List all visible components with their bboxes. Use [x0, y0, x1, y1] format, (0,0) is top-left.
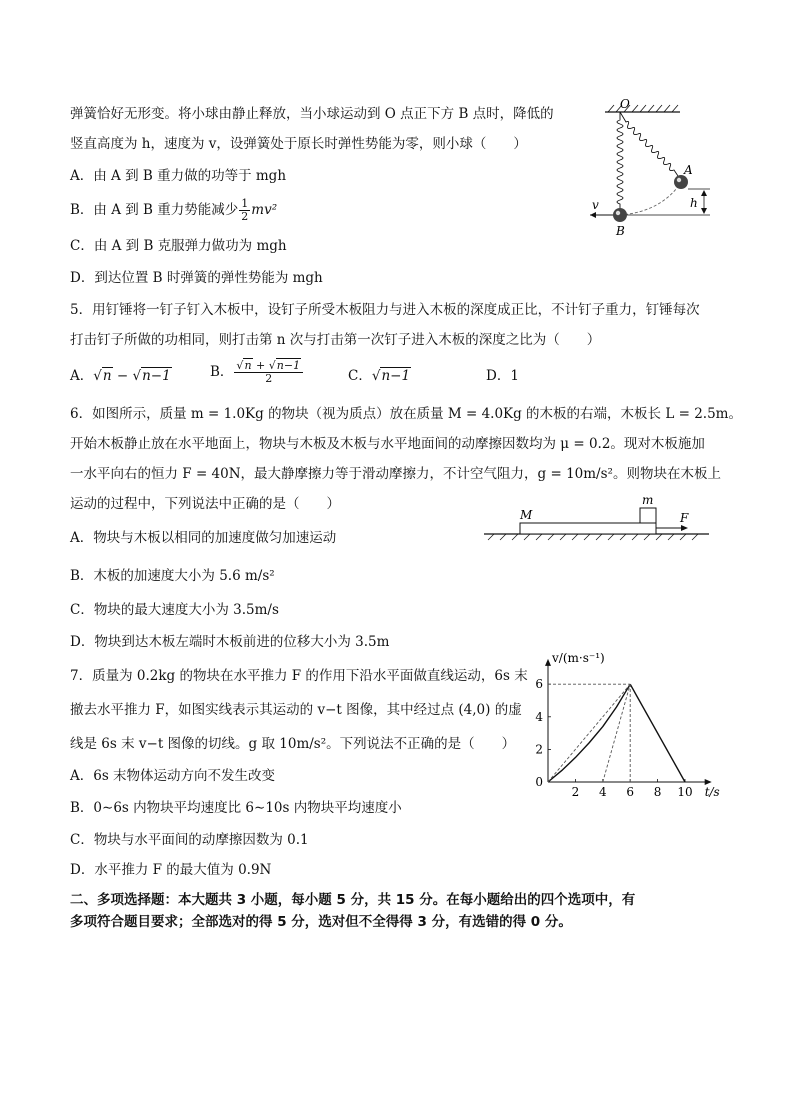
q5-option-a-sqrt1: n — [102, 368, 112, 384]
q7-vt-chart — [530, 650, 730, 810]
q5-text-line1: 5．用钉锤将一钉子钉入木板中，设钉子所受木板阻力与进入木板的深度成正比，不计钉子重力，钉锤每次 — [70, 302, 700, 318]
q6-text-line1: 6．如图所示，质量 m = 1.0Kg 的物块（视为质点）放在质量 M = 4.0Kg 的木板的右端，木板长 L = 2.5m。 — [70, 406, 742, 422]
q5-option-b-den: 2 — [265, 372, 273, 385]
q4-option-b-suffix: mv² — [251, 202, 278, 218]
y-axis-arrowhead — [545, 659, 551, 666]
q6-board-figure — [484, 492, 714, 542]
force-arrowhead — [681, 525, 688, 531]
q5-option-b-num2: n−1 — [276, 359, 301, 372]
board-m — [520, 523, 656, 534]
q4-option-b-prefix: B．由 A 到 B 重力势能减少 — [70, 202, 239, 218]
q6-option-c[interactable]: C．物块的最大速度大小为 3.5m/s — [70, 602, 279, 618]
q7-option-c[interactable]: C．物块与水平面间的动摩擦因数为 0.1 — [70, 832, 309, 848]
label-b: B — [616, 224, 625, 238]
label-force-f: F — [680, 511, 689, 525]
y-axis-label: v/(m·s⁻¹) — [552, 650, 605, 665]
q4-option-c[interactable]: C．由 A 到 B 克服弹力做功为 mgh — [70, 238, 287, 254]
y-tick-label: 6 — [535, 677, 543, 692]
q5-text-line2: 打击钉子所做的功相同，则打击第 n 次与打击第一次钉子进入木板的深度之比为（ ） — [70, 332, 601, 348]
q7-option-b[interactable]: B．0∼6s 内物块平均速度比 6∼10s 内物块平均速度小 — [70, 800, 402, 816]
x-tick-label: 6 — [626, 785, 635, 799]
q5-option-c-sqrt: n−1 — [381, 368, 411, 384]
series-chord-0-6s — [548, 684, 630, 782]
x-tick-label: 8 — [653, 785, 662, 799]
slanted-spring — [620, 112, 678, 176]
series-curve-0-6s — [548, 684, 630, 782]
q5-option-a-label: A． — [70, 368, 94, 384]
q6-text-line3: 一水平向右的恒力 F = 40N，最大静摩擦力等于滑动摩擦力，不计空气阻力，g = 10m/s²。则物块在木板上 — [70, 466, 721, 482]
label-a: A — [684, 163, 693, 177]
q6-option-a[interactable]: A．物块与木板以相同的加速度做匀加速运动 — [70, 530, 337, 546]
q5-option-a-sqrt2: n−1 — [142, 368, 171, 384]
label-v: v — [592, 198, 599, 212]
q5-option-b[interactable] — [210, 360, 304, 385]
velocity-arrowhead — [590, 212, 596, 218]
q5-option-b-num1: n — [244, 359, 252, 372]
q4-option-a[interactable]: A．由 A 到 B 重力做的功等于 mgh — [70, 168, 287, 184]
ground-hatch — [488, 534, 698, 540]
ceiling-hatch — [608, 105, 678, 112]
ball-b-highlight — [616, 211, 620, 215]
x-tick-label: 10 — [677, 785, 693, 799]
y-tick-label: 4 — [535, 709, 543, 724]
q5-option-d[interactable]: D．1 — [486, 368, 519, 384]
label-o: O — [620, 97, 630, 111]
q6-text-line2: 开始木板静止放在水平地面上，物块与木板及木板与水平地面间的动摩擦因数均为 μ = 0.2。现对木板施加 — [70, 436, 705, 452]
section2-heading-line1: 二、多项选择题：本大题共 3 小题，每小题 5 分，共 15 分。在每小题给出的四个选项中，有 — [70, 892, 636, 908]
label-board-m: M — [520, 508, 533, 522]
q5-option-b-fraction: $\frac{√n + √n-1}{2}$ — [234, 360, 303, 385]
x-tick-label: 2 — [571, 785, 580, 799]
trajectory-dashed — [620, 184, 680, 215]
y-tick-label: 0 — [535, 775, 543, 789]
q5-option-a[interactable]: A．√n − √n−1 — [70, 368, 171, 384]
series-deceleration-6-10s — [630, 684, 685, 782]
x-tick-label: 4 — [598, 785, 607, 799]
q7-text-line2: 撤去水平推力 F，如图实线表示其运动的 v−t 图像，其中经过点 (4,0) 的虚 — [70, 702, 522, 718]
q4-text-line1: 弹簧恰好无形变。将小球由静止释放，当小球运动到 O 点正下方 B 点时，降低的 — [70, 106, 554, 122]
q5-option-c-label: C． — [348, 368, 372, 384]
q5-option-c[interactable]: C．√n−1 — [348, 368, 411, 384]
q4-text-line2: 竖直高度为 h，速度为 v，设弹簧处于原长时弹性势能为零，则小球（ ） — [70, 136, 527, 152]
q7-text-line3: 线是 6s 末 v−t 图像的切线。g 取 10m/s²。下列说法不正确的是（ ） — [70, 736, 516, 752]
q4-spring-figure — [580, 98, 720, 238]
ball-a-highlight — [677, 178, 681, 182]
y-tick-label: 2 — [535, 742, 543, 757]
q4-option-d[interactable]: D．到达位置 B 时弹簧的弹性势能为 mgh — [70, 270, 323, 286]
q6-text-line4: 运动的过程中，下列说法中正确的是（ ） — [70, 496, 340, 512]
q4-option-b-denominator: 2 — [241, 210, 249, 223]
q4-option-b[interactable] — [70, 198, 277, 223]
q7-option-d[interactable]: D．水平推力 F 的最大值为 0.9N — [70, 862, 272, 878]
q6-option-b[interactable]: B．木板的加速度大小为 5.6 m/s² — [70, 568, 275, 584]
q5-option-b-label: B． — [210, 364, 234, 380]
x-axis-label: t/s — [704, 785, 720, 799]
ball-a — [674, 175, 688, 189]
q4-option-b-fraction — [239, 198, 250, 223]
block-m — [640, 508, 656, 523]
series-tangent-at-6s — [603, 684, 630, 782]
vertical-spring — [617, 112, 623, 208]
q7-option-a[interactable]: A．6s 末物体运动方向不发生改变 — [70, 768, 276, 784]
q7-text-line1: 7．质量为 0.2kg 的物块在水平推力 F 的作用下沿水平面做直线运动，6s 末 — [70, 668, 528, 684]
q6-option-d[interactable]: D．物块到达木板左端时木板前进的位移大小为 3.5m — [70, 634, 390, 650]
q4-option-b-numerator: 1 — [241, 197, 249, 210]
ball-b — [613, 208, 627, 222]
label-h: h — [690, 196, 698, 210]
section2-heading-line2: 多项符合题目要求；全部选对的得 5 分，选对但不全得得 3 分，有选错的得 0 分。 — [70, 914, 572, 930]
label-block-m: m — [642, 493, 654, 507]
